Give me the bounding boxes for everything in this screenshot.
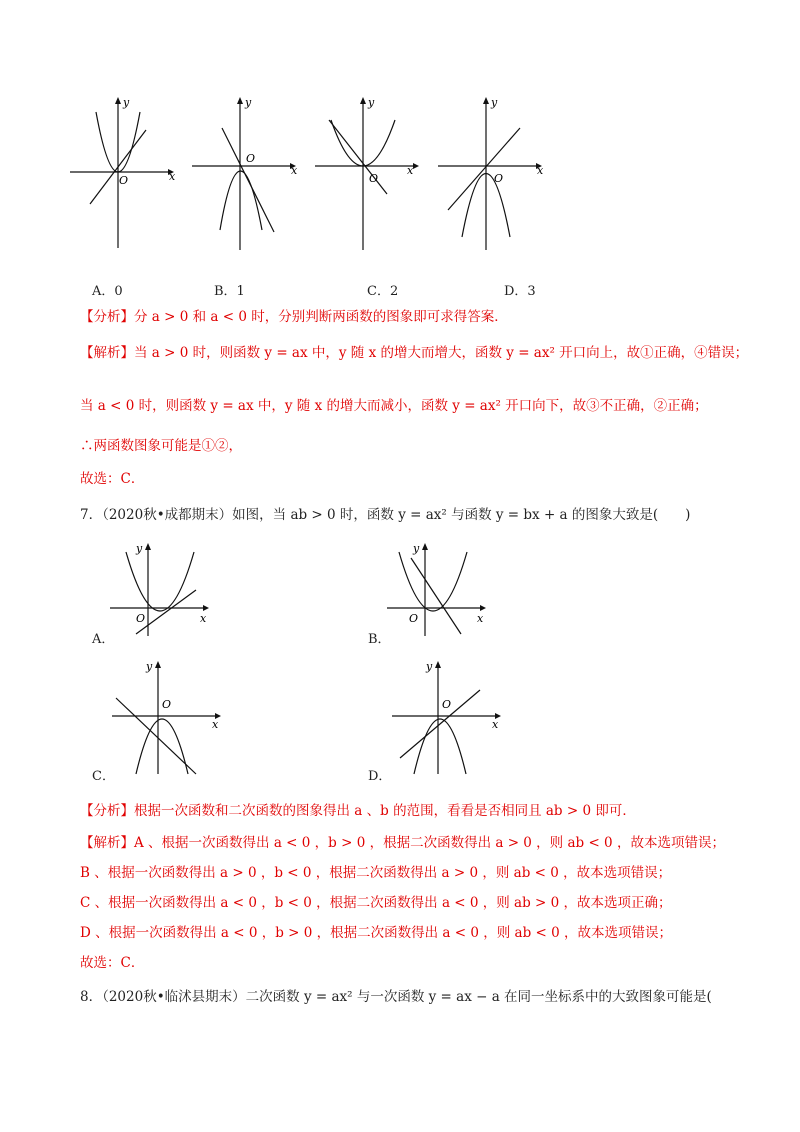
q7-solution-text-a: A 、根据一次函数得出 a < 0 ，b > 0 ，根据二次函数得出 a > 0 ，则 ab < 0 ，故本选项错误； <box>134 835 725 851</box>
q6-option-b: B．1 <box>214 284 245 299</box>
svg-text:y: y <box>426 660 433 673</box>
svg-text:y: y <box>413 542 420 555</box>
q6-graph-c <box>313 92 428 252</box>
q7-solution-line-b: B 、根据一次函数得出 a > 0 ，b < 0 ，根据二次函数得出 a > 0 ，则 ab < 0 ，故本选项错误； <box>80 865 672 881</box>
q7-solution-line-a <box>80 834 725 852</box>
q6-graph-d <box>436 92 551 252</box>
q7-stem: 7．（2020秋•成都期末）如图，当 ab > 0 时，函数 y = ax² 与函数 y = bx + a 的图象大致是( ) <box>80 507 691 523</box>
svg-text:O: O <box>246 152 256 165</box>
q7-option-d: D． <box>368 769 392 784</box>
q7-option-c: C． <box>92 769 115 784</box>
svg-text:y: y <box>368 96 375 109</box>
svg-text:y: y <box>146 660 153 673</box>
svg-text:O: O <box>136 612 146 625</box>
q6-option-c: C．2 <box>367 284 399 299</box>
q7-graph-c <box>110 656 230 776</box>
q6-solution-line-1 <box>80 344 748 362</box>
q6-solution-text-1: 当 a > 0 时，则函数 y = ax 中，y 随 x 的增大而增大，函数 y = ax² 开口向上，故①正确，④错误； <box>134 345 749 361</box>
svg-text:x: x <box>291 164 298 177</box>
svg-text:x: x <box>169 170 176 183</box>
svg-text:O: O <box>494 172 504 185</box>
q6-option-d: D．3 <box>504 284 536 299</box>
q6-option-a: A．0 <box>92 284 123 299</box>
q7-option-a: A． <box>92 632 115 647</box>
svg-text:y: y <box>123 96 130 109</box>
q7-analysis-text: 根据一次函数和二次函数的图象得出 a 、b 的范围，看看是否相同且 ab > 0 即可． <box>134 803 636 819</box>
q7-graph-b <box>385 538 495 638</box>
q6-solution-tag: 【解析】 <box>80 345 134 361</box>
svg-text:O: O <box>369 172 379 185</box>
svg-text:x: x <box>200 612 207 625</box>
q8-stem: 8．（2020秋•临沭县期末）二次函数 y = ax² 与一次函数 y = ax − a 在同一坐标系中的大致图象可能是( <box>80 989 712 1005</box>
q7-analysis-tag: 【分析】 <box>80 803 134 819</box>
svg-text:x: x <box>407 164 414 177</box>
q7-answer: 故选：C． <box>80 955 145 971</box>
svg-text:x: x <box>537 164 544 177</box>
svg-text:O: O <box>162 698 172 711</box>
q6-analysis-tag: 【分析】 <box>80 309 134 325</box>
q6-graph-b <box>190 92 305 252</box>
q7-solution-line-d: D 、根据一次函数得出 a < 0 ，b > 0 ，根据二次函数得出 a < 0 ，则 ab < 0 ，故本选项错误； <box>80 925 673 941</box>
q6-graph-a <box>68 92 183 252</box>
svg-text:y: y <box>491 96 498 109</box>
svg-text:y: y <box>136 542 143 555</box>
q6-solution-line-2: 当 a < 0 时，则函数 y = ax 中，y 随 x 的增大而减小，函数 y = ax² 开口向下，故③不正确，②正确； <box>80 398 708 414</box>
q6-solution-line-4: 故选：C． <box>80 471 145 487</box>
svg-text:y: y <box>245 96 252 109</box>
q7-graph-a <box>108 538 218 638</box>
svg-text:x: x <box>477 612 484 625</box>
svg-text:x: x <box>492 718 499 731</box>
q7-analysis <box>80 802 636 820</box>
q7-graph-d <box>390 656 510 776</box>
q6-analysis <box>80 308 508 326</box>
q7-solution-tag: 【解析】 <box>80 835 134 851</box>
svg-text:O: O <box>442 698 452 711</box>
svg-text:O: O <box>409 612 419 625</box>
svg-text:O: O <box>119 174 129 187</box>
q6-solution-line-3: ∴两函数图象可能是①②， <box>80 438 242 454</box>
q6-analysis-text: 分 a > 0 和 a < 0 时，分别判断两函数的图象即可求得答案． <box>134 309 508 325</box>
q7-solution-line-c: C 、根据一次函数得出 a < 0 ，b < 0 ，根据二次函数得出 a < 0 ，则 ab > 0 ，故本选项正确； <box>80 895 672 911</box>
svg-text:x: x <box>212 718 219 731</box>
q7-option-b: B． <box>368 632 391 647</box>
